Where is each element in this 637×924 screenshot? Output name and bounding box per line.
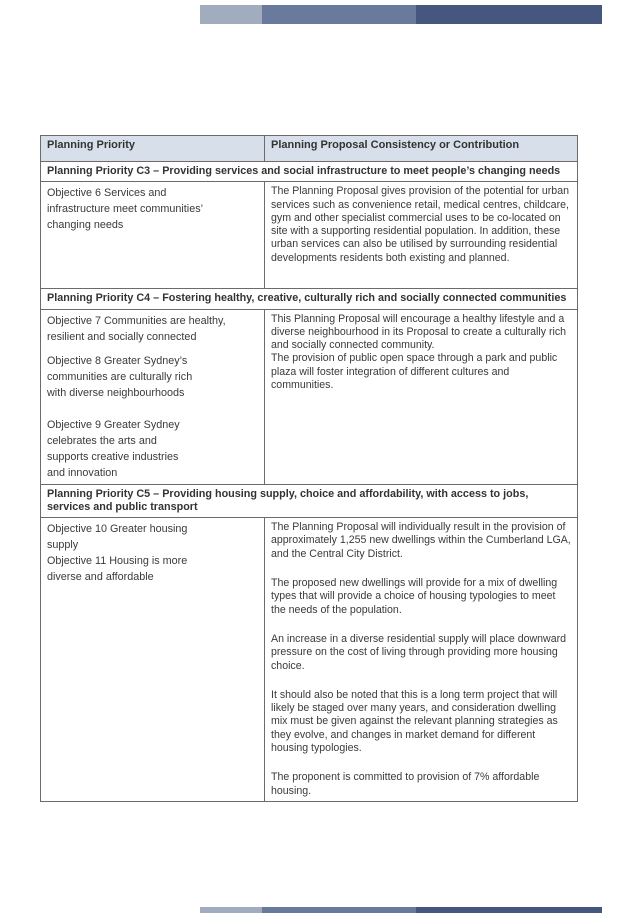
planning-priority-table bbox=[40, 135, 578, 802]
footer-band-segment-light bbox=[200, 907, 262, 913]
priority-heading-c5: Planning Priority C5 – Providing housing supply, choice and affordability, with access to jobs, services and public transport bbox=[41, 484, 578, 518]
objective-line: communities are culturally rich bbox=[47, 370, 193, 383]
priority-heading-c3: Planning Priority C3 – Providing services and social infrastructure to meet people’s changing needs bbox=[41, 162, 578, 182]
contribution-paragraph: This Planning Proposal will encourage a healthy lifestyle and a diverse neighbourhood in its Proposal to create a culturally rich and socially connected community. bbox=[271, 312, 567, 352]
objective-line: changing needs bbox=[47, 219, 124, 232]
table-header-row bbox=[41, 136, 578, 162]
objective-line: diverse and affordable bbox=[47, 571, 154, 584]
objective-line: Objective 6 Services and bbox=[47, 187, 167, 200]
priority-row bbox=[41, 289, 578, 309]
objective-line: resilient and socially connected bbox=[47, 330, 197, 343]
objective-line: with diverse neighbourhoods bbox=[47, 386, 185, 399]
contribution-paragraph: The proposed new dwellings will provide for a mix of dwelling types that will provide a choice of housing typologies to meet the needs of the population. bbox=[271, 577, 558, 616]
objectives-cell bbox=[41, 309, 265, 484]
contribution-paragraph: The Planning Proposal gives provision of the potential for urban services such as convenience retail, medical centres, childcare, gym and other specialist commercial uses to be co-located on site with a supporting residential population. In addition, these urban services can also be utilised by surrounding residential developments residents both existing and planned. bbox=[271, 185, 569, 264]
contribution-cell bbox=[265, 518, 578, 802]
footer-band-segment-dark bbox=[416, 907, 602, 913]
contribution-paragraph: An increase in a diverse residential supply will place downward pressure on the cost of living through providing more housing choice. bbox=[271, 632, 567, 672]
objectives-cell bbox=[41, 518, 265, 802]
objective-line: and innovation bbox=[47, 466, 118, 479]
table-row bbox=[41, 182, 578, 289]
objective-line: Objective 9 Greater Sydney bbox=[47, 418, 180, 431]
table-row bbox=[41, 309, 578, 484]
objectives-cell bbox=[41, 182, 265, 289]
objective-line: supply bbox=[47, 539, 79, 552]
footer-decor-band bbox=[200, 907, 602, 913]
header-decor-band bbox=[200, 5, 602, 24]
table-row bbox=[41, 518, 578, 802]
contribution-cell bbox=[265, 309, 578, 484]
column-header-priority: Planning Priority bbox=[41, 136, 265, 162]
contribution-cell bbox=[265, 182, 578, 289]
contribution-paragraph: The Planning Proposal will individually result in the provision of approximately 1,255 new dwellings within the Cumberland LGA, and the Central City District. bbox=[271, 521, 571, 560]
column-header-contribution: Planning Proposal Consistency or Contribution bbox=[265, 136, 578, 162]
objective-line: supports creative industries bbox=[47, 450, 179, 463]
footer-band-segment-mid bbox=[262, 907, 416, 913]
objective-line: Objective 7 Communities are healthy, bbox=[47, 314, 226, 327]
objective-line: Objective 11 Housing is more bbox=[47, 555, 188, 568]
objective-line: celebrates the arts and bbox=[47, 434, 157, 447]
priority-row bbox=[41, 484, 578, 518]
objective-line: infrastructure meet communities’ bbox=[47, 203, 204, 216]
priority-row bbox=[41, 162, 578, 182]
contribution-paragraph: The proponent is committed to provision of 7% affordable housing. bbox=[271, 771, 540, 797]
contribution-paragraph: It should also be noted that this is a long term project that will likely be staged over many years, and consideration dwelling mix must be given against the relevant planning strategies as they evolve, and changes in market demand for different housing typologies. bbox=[271, 688, 558, 755]
contribution-paragraph: The provision of public open space through a park and public plaza will foster integration of different cultures and communities. bbox=[271, 352, 558, 392]
objective-line: Objective 10 Greater housing bbox=[47, 523, 188, 536]
header-band-segment-mid bbox=[262, 5, 416, 24]
priority-heading-c4: Planning Priority C4 – Fostering healthy, creative, culturally rich and socially connected communities bbox=[41, 289, 578, 309]
header-band-segment-light bbox=[200, 5, 262, 24]
objective-line: Objective 8 Greater Sydney’s bbox=[47, 354, 188, 367]
header-band-segment-dark bbox=[416, 5, 602, 24]
